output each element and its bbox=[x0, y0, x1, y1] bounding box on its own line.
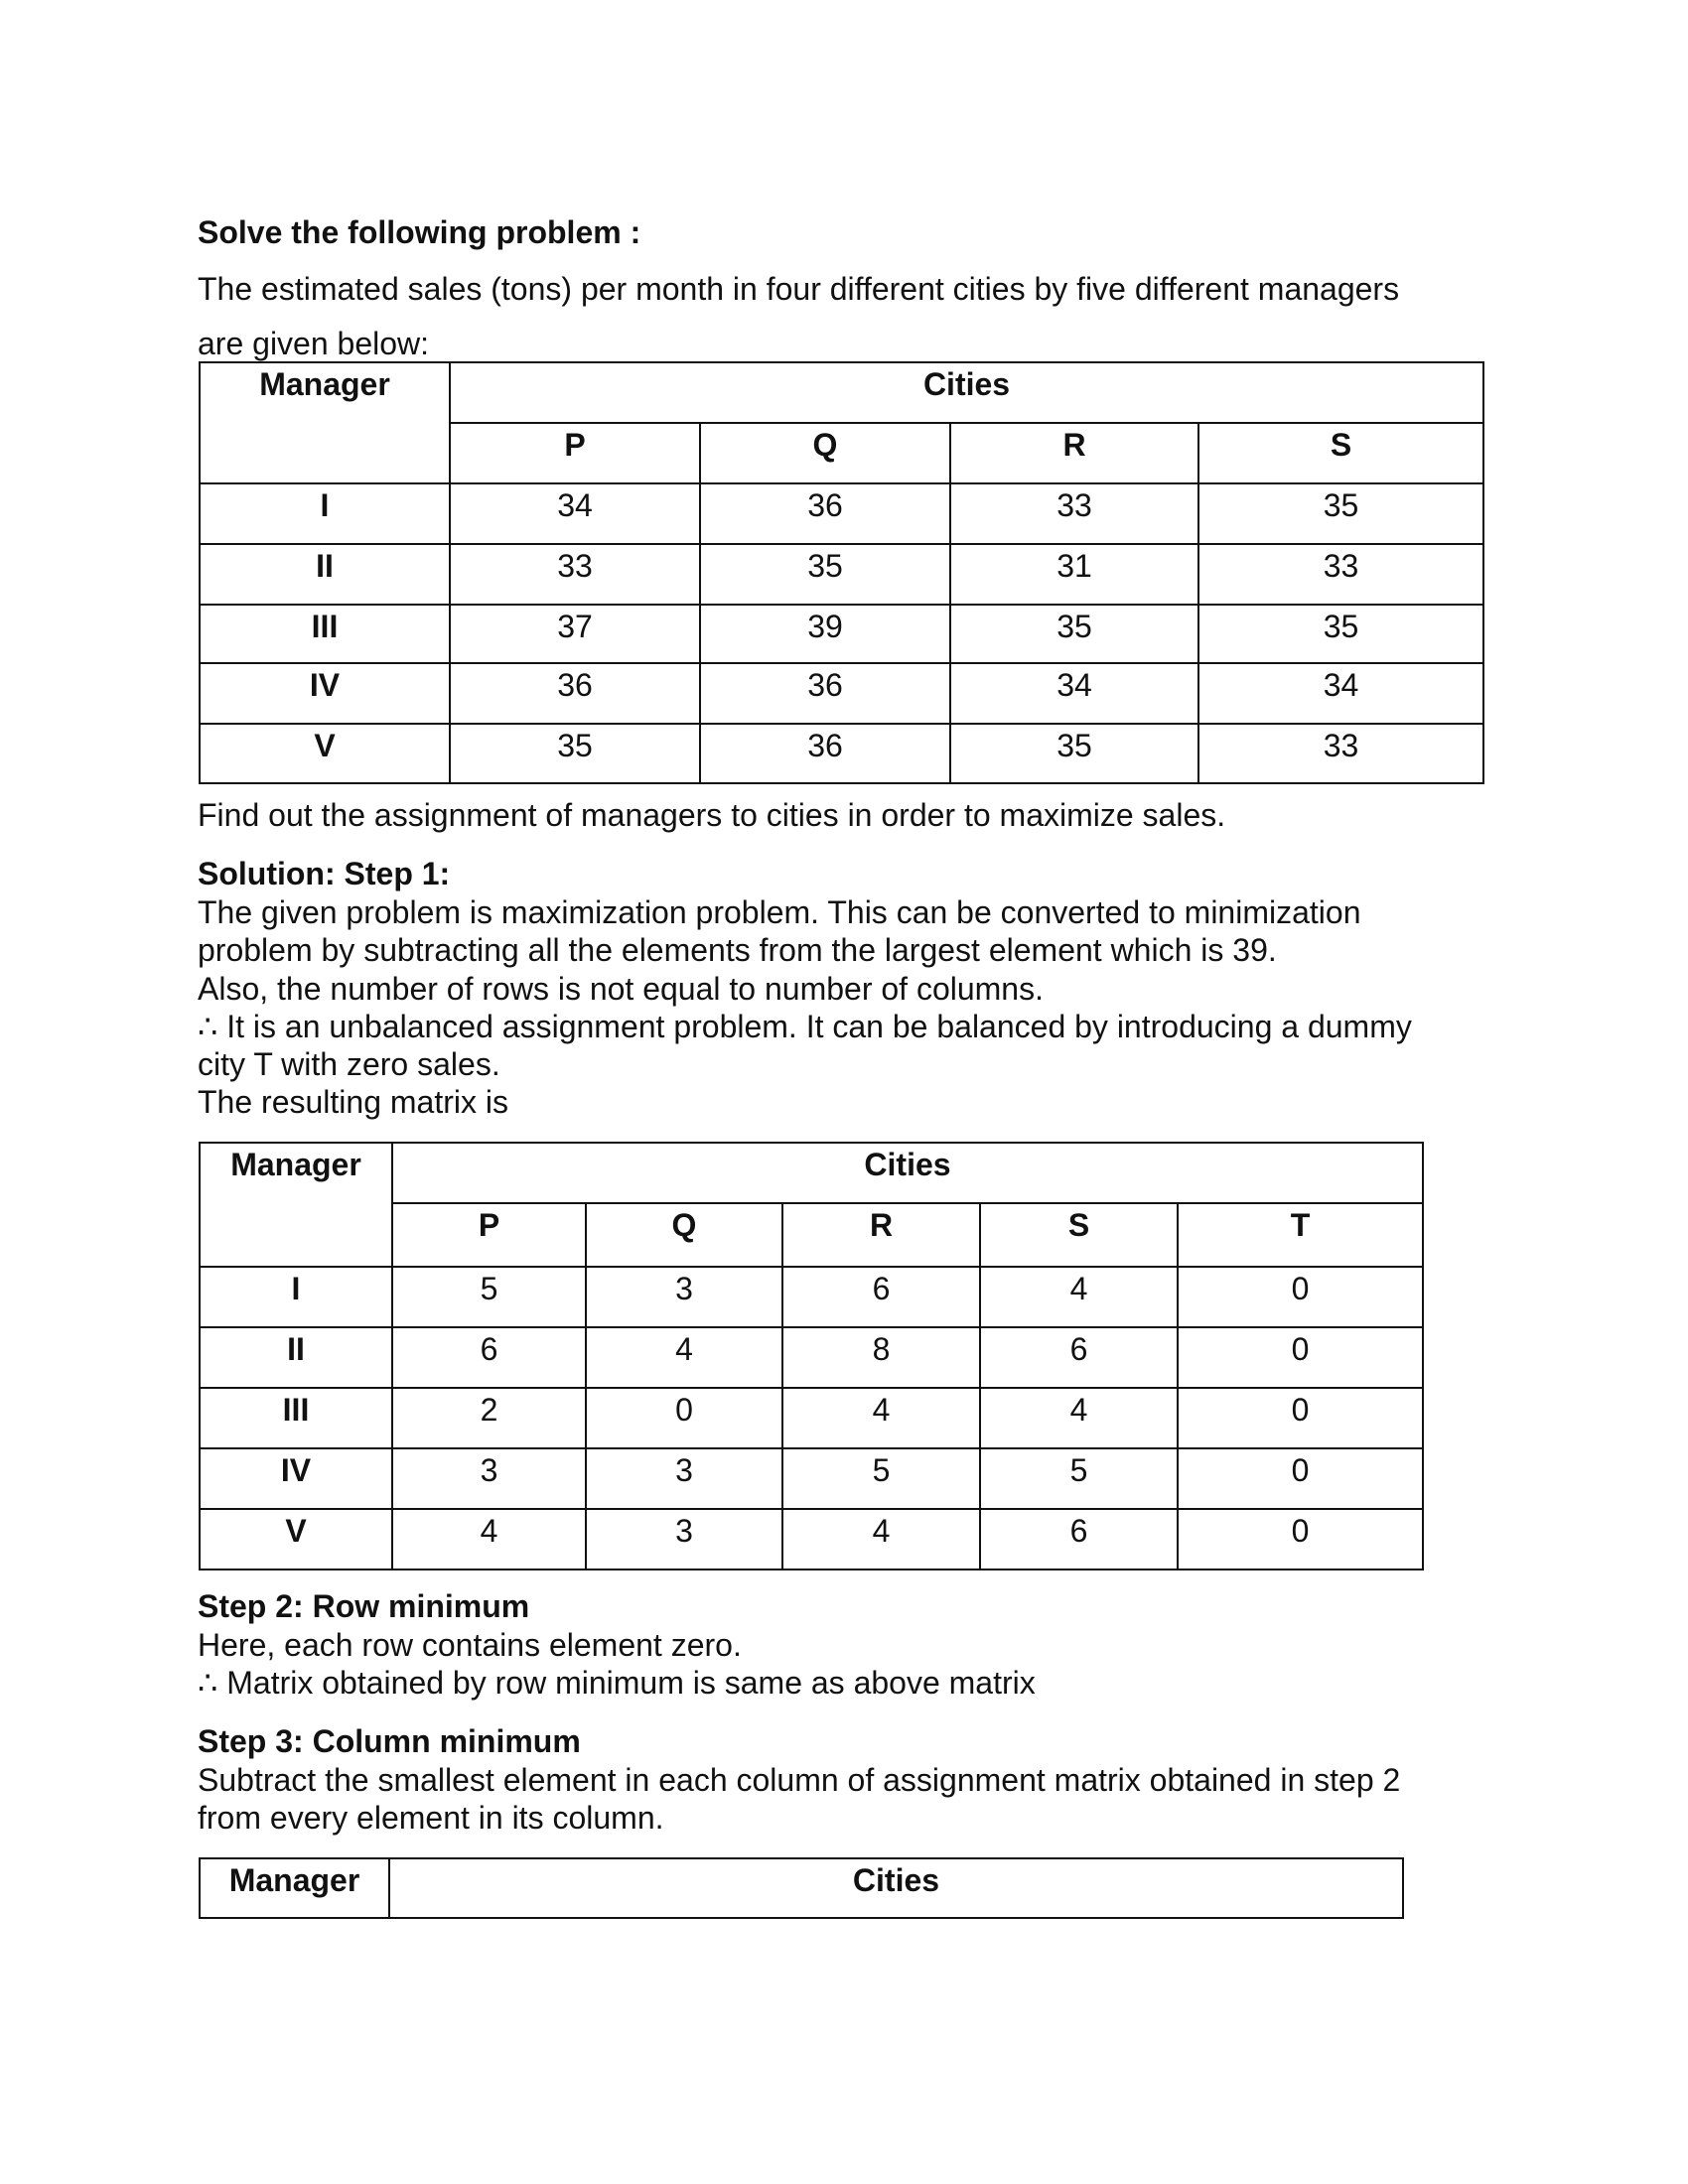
table-cell: 36 bbox=[700, 724, 950, 783]
column-header: Q bbox=[586, 1203, 782, 1267]
manager-header: Manager bbox=[200, 1858, 389, 1918]
table-cell: 36 bbox=[700, 483, 950, 544]
column-header: R bbox=[782, 1203, 980, 1267]
row-label: II bbox=[200, 544, 450, 605]
table-cell: 3 bbox=[392, 1448, 586, 1509]
table-cell: 31 bbox=[950, 544, 1198, 605]
table-row bbox=[200, 663, 1483, 724]
table-cell: 3 bbox=[586, 1448, 782, 1509]
table-cell: 36 bbox=[700, 663, 950, 724]
table-cell: 34 bbox=[1198, 663, 1483, 724]
minimization-matrix-table bbox=[199, 1142, 1424, 1570]
table-cell: 33 bbox=[450, 544, 700, 605]
table-cell: 36 bbox=[450, 663, 700, 724]
table-cell: 4 bbox=[980, 1388, 1178, 1448]
table-cell: 6 bbox=[980, 1509, 1178, 1570]
table-cell: 35 bbox=[950, 724, 1198, 783]
sales-table bbox=[199, 361, 1484, 784]
table-cell: 3 bbox=[586, 1267, 782, 1327]
row-label: III bbox=[200, 1388, 392, 1448]
table-cell: 33 bbox=[950, 483, 1198, 544]
table-cell: 35 bbox=[450, 724, 700, 783]
table-cell: 35 bbox=[1198, 605, 1483, 663]
table-cell: 0 bbox=[1178, 1448, 1423, 1509]
table-cell: 4 bbox=[782, 1509, 980, 1570]
cities-header: Cities bbox=[392, 1143, 1423, 1203]
table-cell: 0 bbox=[586, 1388, 782, 1448]
table-cell: 0 bbox=[1178, 1509, 1423, 1570]
step1-line: The given problem is maximization problem. This can be converted to minimization bbox=[198, 894, 1361, 930]
column-header: Q bbox=[700, 423, 950, 483]
table-row bbox=[200, 1509, 1423, 1570]
problem-heading: Solve the following problem : bbox=[198, 214, 641, 250]
table-cell: 4 bbox=[586, 1327, 782, 1388]
table-cell: 5 bbox=[782, 1448, 980, 1509]
step1-heading: Solution: Step 1: bbox=[198, 856, 451, 891]
row-label: II bbox=[200, 1327, 392, 1388]
table-cell: 6 bbox=[980, 1327, 1178, 1388]
table-row bbox=[200, 1327, 1423, 1388]
column-header: P bbox=[450, 423, 700, 483]
table-cell: 4 bbox=[980, 1267, 1178, 1327]
row-label: I bbox=[200, 483, 450, 544]
table-row bbox=[200, 1448, 1423, 1509]
column-header: T bbox=[1178, 1203, 1423, 1267]
cities-header: Cities bbox=[389, 1858, 1403, 1918]
table-cell: 35 bbox=[700, 544, 950, 605]
table-cell: 5 bbox=[392, 1267, 586, 1327]
problem-text-line-1: The estimated sales (tons) per month in four different cities by five different managers bbox=[198, 271, 1400, 307]
table-cell: 35 bbox=[950, 605, 1198, 663]
table-cell: 34 bbox=[450, 483, 700, 544]
table-cell: 6 bbox=[392, 1327, 586, 1388]
table-cell: 4 bbox=[782, 1388, 980, 1448]
table-cell: 35 bbox=[1198, 483, 1483, 544]
step2-line: ∴ Matrix obtained by row minimum is same as above matrix bbox=[198, 1665, 1036, 1701]
column-header: P bbox=[392, 1203, 586, 1267]
step1-line: ∴ It is an unbalanced assignment problem. It can be balanced by introducing a dummy bbox=[198, 1009, 1412, 1044]
column-header: S bbox=[980, 1203, 1178, 1267]
row-label: V bbox=[200, 1509, 392, 1570]
row-label: V bbox=[200, 724, 450, 783]
step3-line: from every element in its column. bbox=[198, 1800, 664, 1836]
table-row bbox=[200, 1388, 1423, 1448]
table-row bbox=[200, 605, 1483, 663]
row-label: I bbox=[200, 1267, 392, 1327]
column-header: R bbox=[950, 423, 1198, 483]
step1-line: problem by subtracting all the elements from the largest element which is 39. bbox=[198, 932, 1277, 968]
row-label: IV bbox=[200, 1448, 392, 1509]
step2-line: Here, each row contains element zero. bbox=[198, 1627, 742, 1663]
step3-heading: Step 3: Column minimum bbox=[198, 1723, 581, 1759]
table-cell: 33 bbox=[1198, 724, 1483, 783]
table-row bbox=[200, 483, 1483, 544]
table-cell: 0 bbox=[1178, 1267, 1423, 1327]
row-label: III bbox=[200, 605, 450, 663]
column-header: S bbox=[1198, 423, 1483, 483]
table-cell: 4 bbox=[392, 1509, 586, 1570]
step2-heading: Step 2: Row minimum bbox=[198, 1588, 530, 1624]
table-row bbox=[200, 544, 1483, 605]
table-cell: 39 bbox=[700, 605, 950, 663]
table-cell: 37 bbox=[450, 605, 700, 663]
table-cell: 33 bbox=[1198, 544, 1483, 605]
step3-line: Subtract the smallest element in each column of assignment matrix obtained in step 2 bbox=[198, 1762, 1401, 1798]
table-cell: 34 bbox=[950, 663, 1198, 724]
row-label: IV bbox=[200, 663, 450, 724]
table-cell: 2 bbox=[392, 1388, 586, 1448]
table-cell: 8 bbox=[782, 1327, 980, 1388]
cities-header: Cities bbox=[450, 362, 1483, 423]
step1-line: city T with zero sales. bbox=[198, 1046, 500, 1082]
table-cell: 0 bbox=[1178, 1388, 1423, 1448]
table-cell: 5 bbox=[980, 1448, 1178, 1509]
table-cell: 0 bbox=[1178, 1327, 1423, 1388]
question-text: Find out the assignment of managers to cities in order to maximize sales. bbox=[198, 797, 1226, 833]
step1-line: Also, the number of rows is not equal to number of columns. bbox=[198, 971, 1044, 1007]
table-row bbox=[200, 724, 1483, 783]
manager-header: Manager bbox=[200, 1143, 392, 1267]
problem-text-line-2: are given below: bbox=[198, 326, 430, 361]
column-minimum-table bbox=[199, 1857, 1404, 1919]
table-cell: 3 bbox=[586, 1509, 782, 1570]
table-row bbox=[200, 1267, 1423, 1327]
manager-header: Manager bbox=[200, 362, 450, 483]
table-cell: 6 bbox=[782, 1267, 980, 1327]
step1-line: The resulting matrix is bbox=[198, 1084, 508, 1120]
